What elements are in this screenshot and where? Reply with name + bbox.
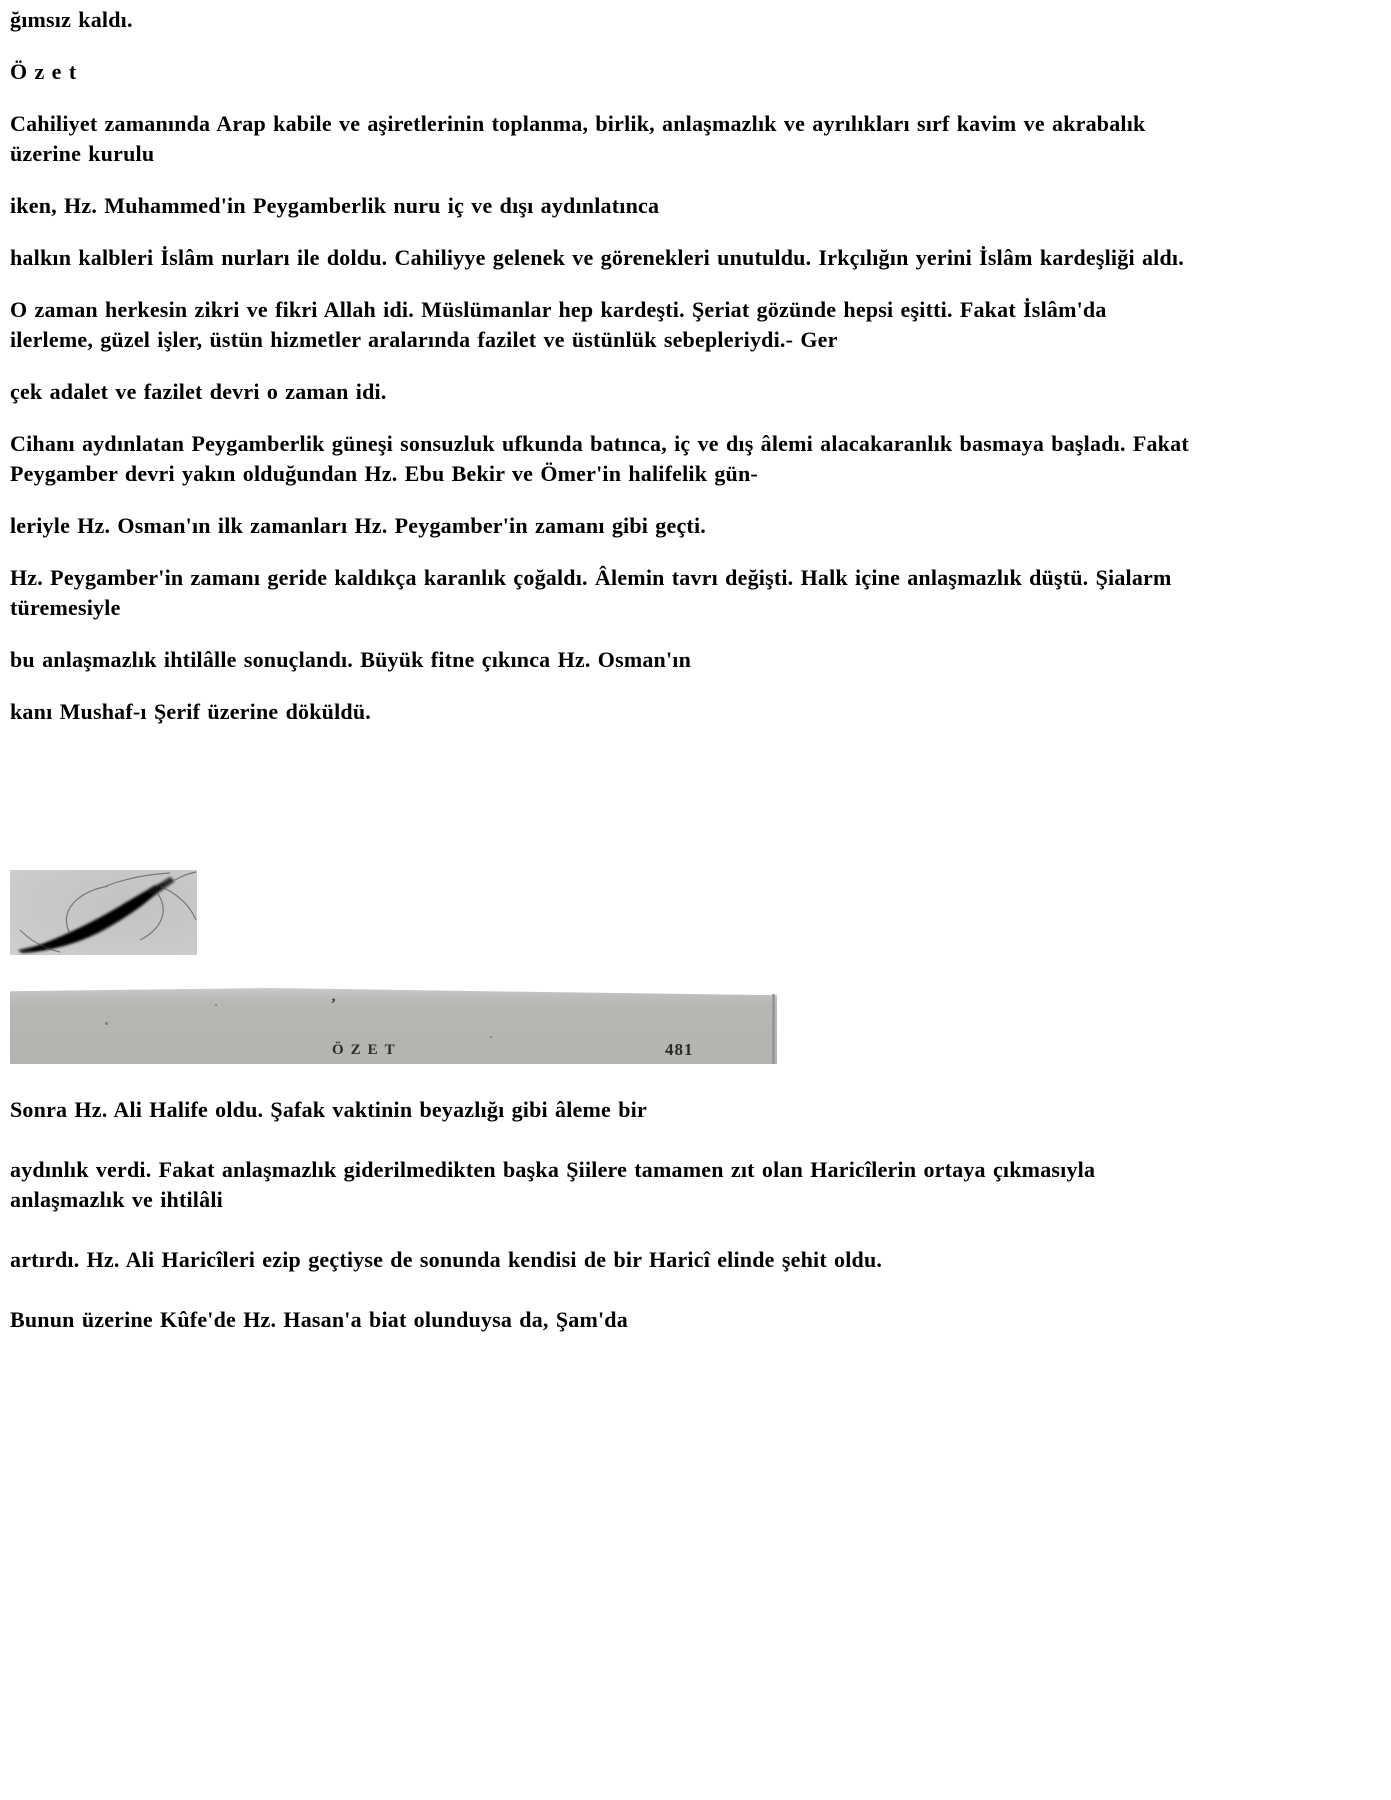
text-line: ilerleme, güzel işler, üstün hizmetler aralarında fazilet ve üstünlük sebepleriydi.- Ger: [10, 327, 838, 352]
paper-speck: [490, 1036, 492, 1038]
paragraph-halkin-kalbleri: [10, 243, 1383, 273]
text-line: üzerine kurulu: [10, 141, 155, 166]
paragraph-aydinlik-verdi: [10, 1155, 1383, 1215]
stray-mark: ’: [328, 995, 337, 1014]
ink-smudge-drawing: [10, 870, 197, 955]
paper-speck: [215, 1004, 217, 1006]
paragraph-leriyle-hz-osman: [10, 511, 1383, 541]
paragraph-iken-hz-muhammed: [10, 191, 1383, 221]
text-line: halkın kalbleri İslâm nurları ile doldu. Cahiliyye gelenek ve görenekleri unutuldu. Irkçılığın yerini İslâm kardeşliği aldı.: [10, 245, 1184, 270]
text-line: artırdı. Hz. Ali Haricîleri ezip geçtiyse de sonunda kendisi de bir Haricî elinde şehit oldu.: [10, 1247, 883, 1272]
text-line: çek adalet ve fazilet devri o zaman idi.: [10, 379, 387, 404]
paragraph-o-zaman-herkesin: [10, 295, 1383, 355]
paragraph-cahiliyet: [10, 109, 1383, 169]
text-line: Cahiliyet zamanında Arap kabile ve aşiretlerinin toplanma, birlik, anlaşmazlık ve ayrılıkları sırf kavim ve akrabalık: [10, 111, 1146, 136]
paper-speck: [105, 1022, 108, 1025]
ink-smudge-image: [10, 870, 197, 955]
paragraph-hz-peygamber-zamani: [10, 563, 1383, 623]
paragraph-cek-adalet: [10, 377, 1383, 407]
text-line: leriyle Hz. Osman'ın ilk zamanları Hz. Peygamber'in zamanı gibi geçti.: [10, 513, 706, 538]
text-line: O zaman herkesin zikri ve fikri Allah idi. Müslümanlar hep kardeşti. Şeriat gözünde hepsi eşitti. Fakat İslâm'da: [10, 297, 1107, 322]
section-heading-ozet: [10, 57, 1383, 87]
text-line: ğımsız kaldı.: [10, 7, 133, 32]
scan-page-number: 481: [665, 1040, 694, 1059]
text-line: Sonra Hz. Ali Halife oldu. Şafak vaktinin beyazlığı gibi âleme bir: [10, 1097, 647, 1122]
paragraph-sonra-hz-ali: [10, 1095, 1383, 1125]
scan-caption-ozet: ÖZET: [332, 1042, 402, 1058]
text-line: anlaşmazlık ve ihtilâli: [10, 1187, 223, 1212]
text-line: kanı Mushaf-ı Şerif üzerine döküldü.: [10, 699, 371, 724]
text-line: Cihanı aydınlatan Peygamberlik güneşi sonsuzluk ufkunda batınca, iç ve dış âlemi alacakaranlık basmaya başladı. Fakat: [10, 431, 1189, 456]
text-line: iken, Hz. Muhammed'in Peygamberlik nuru iç ve dışı aydınlatınca: [10, 193, 660, 218]
paragraph-cihani-aydinlatan: [10, 429, 1383, 489]
text-line: Bunun üzerine Kûfe'de Hz. Hasan'a biat olunduysa da, Şam'da: [10, 1307, 628, 1332]
page-edge-shadow: [772, 994, 775, 1064]
text-line: Hz. Peygamber'in zamanı geride kaldıkça karanlık çoğaldı. Âlemin tavrı değişti. Halk içine anlaşmazlık düştü. Şialarm: [10, 565, 1172, 590]
text-line: türemesiyle: [10, 595, 121, 620]
paragraph-bunun-uzerine: [10, 1305, 1383, 1335]
paragraph-kani-mushaf: [10, 697, 1383, 727]
text-line: bu anlaşmazlık ihtilâlle sonuçlandı. Büyük fitne çıkınca Hz. Osman'ın: [10, 647, 692, 672]
text-line: Ö z e t: [10, 59, 77, 84]
paragraph-gimsiz-kaldi: [10, 5, 1383, 35]
scanned-page-strip-image: [10, 984, 777, 1064]
text-line: aydınlık verdi. Fakat anlaşmazlık giderilmedikten başka Şiilere tamamen zıt olan Haricîlerin ortaya çıkmasıyla: [10, 1157, 1096, 1182]
paragraph-artirdi-hz-ali: [10, 1245, 1383, 1275]
paragraph-bu-anlasmazlik: [10, 645, 1383, 675]
text-line: Peygamber devri yakın olduğundan Hz. Ebu Bekir ve Ömer'in halifelik gün-: [10, 461, 758, 486]
